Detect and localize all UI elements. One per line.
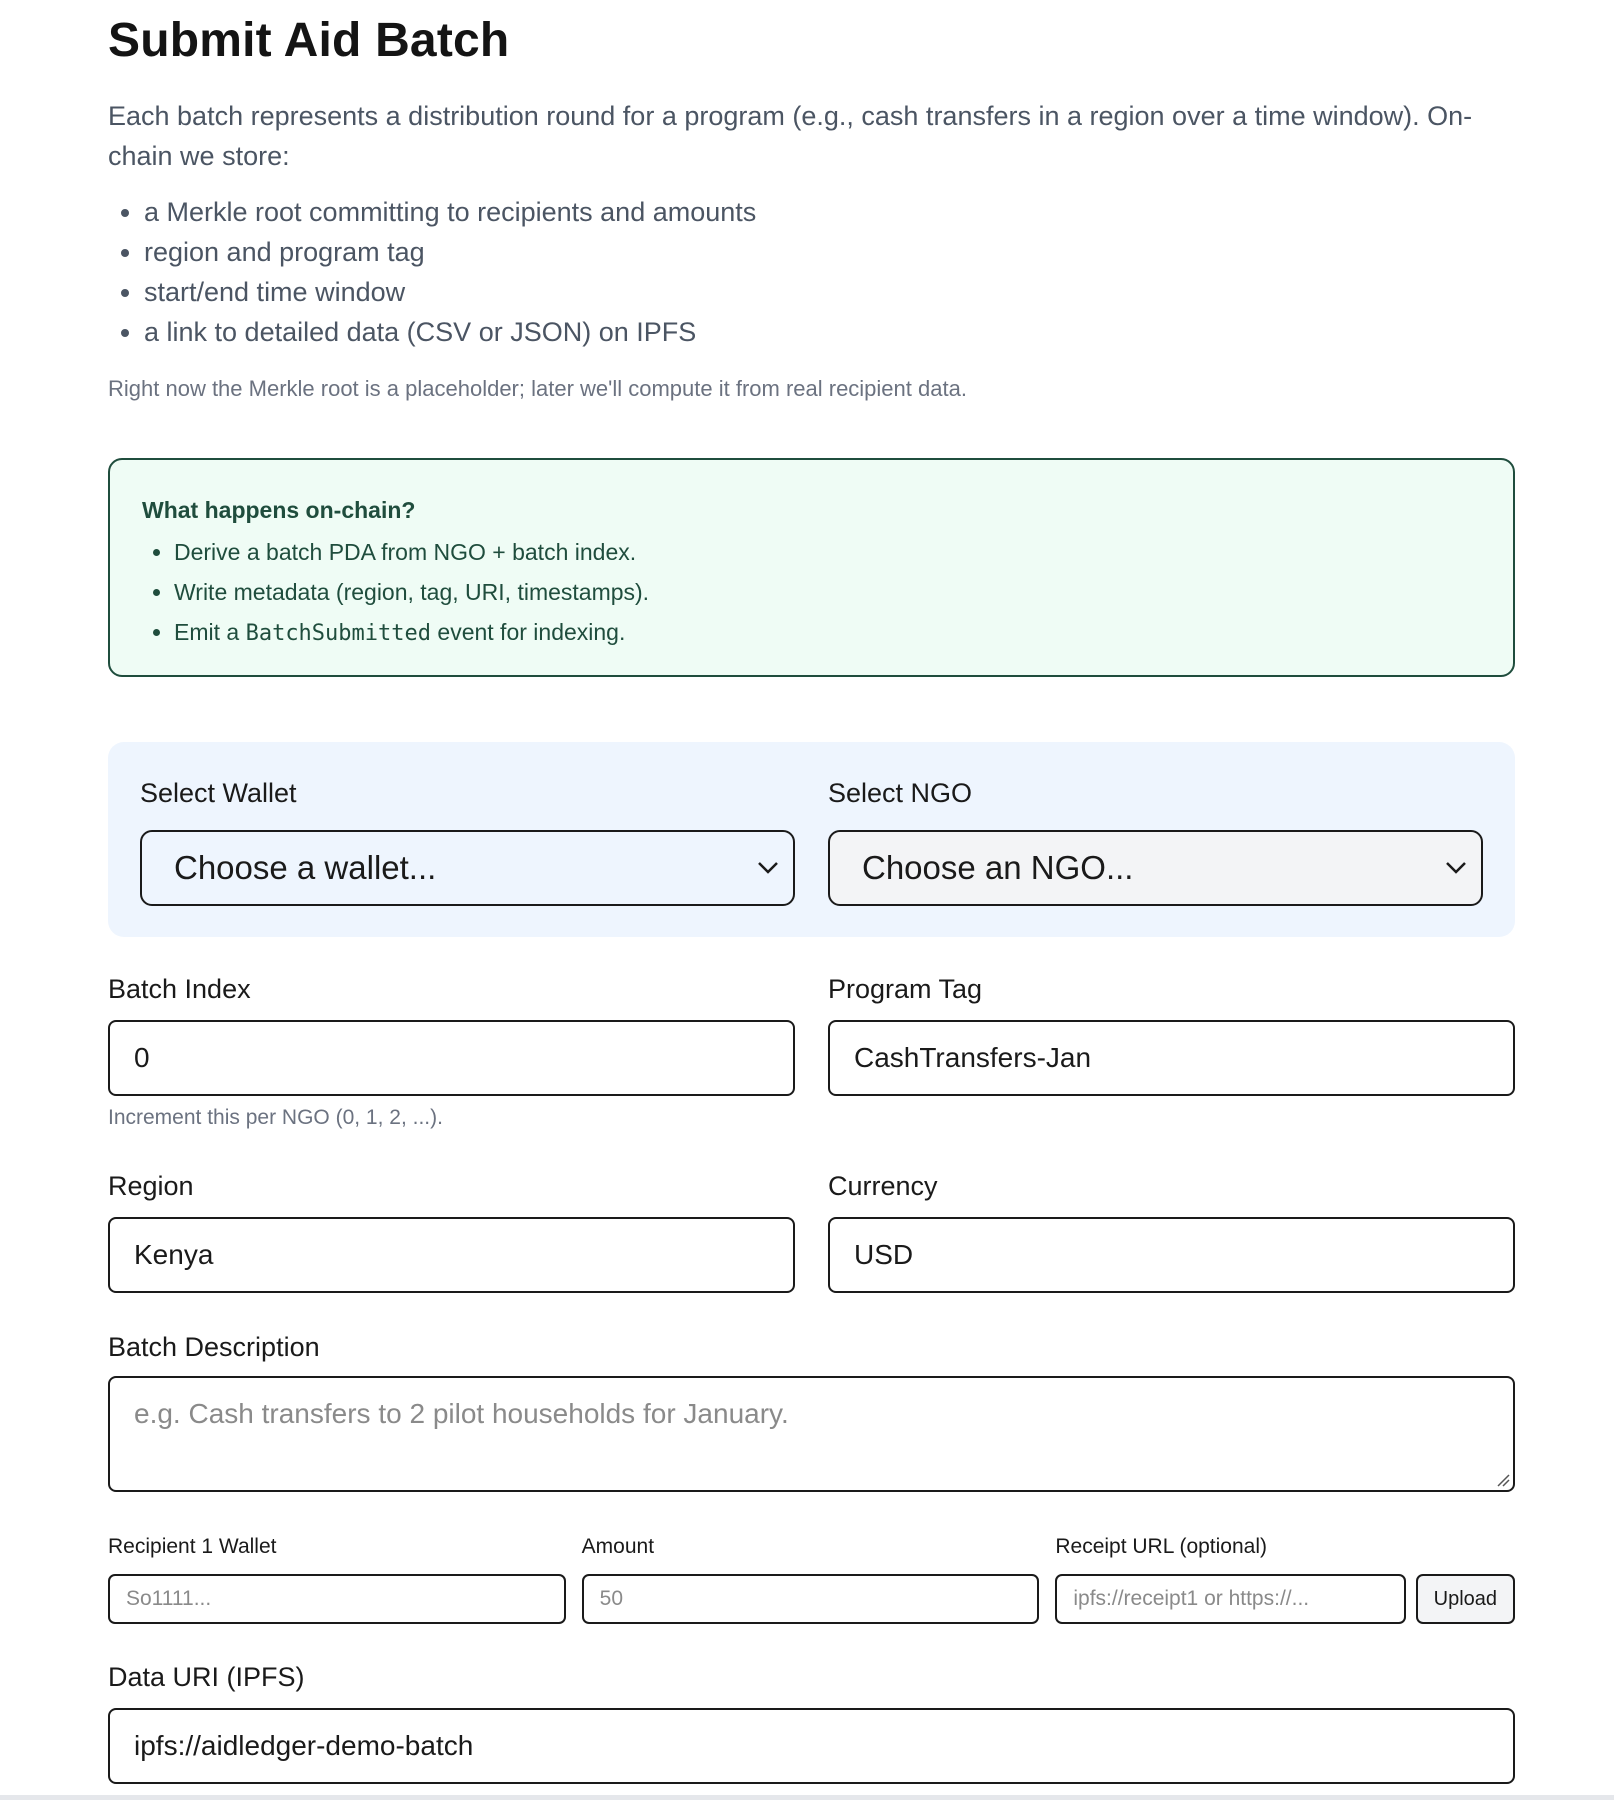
ngo-label: Select NGO: [828, 778, 973, 808]
chevron-down-icon: [757, 861, 779, 875]
list-item: • Write metadata (region, tag, URI, timestamps).: [174, 572, 1481, 612]
receipt-url-controls: [1055, 1562, 1515, 1624]
data-uri-field: [108, 1660, 1515, 1784]
currency-field: [828, 1169, 1515, 1293]
resize-handle-icon[interactable]: [1494, 1471, 1510, 1487]
list-item: • a Merkle root committing to recipients and amounts: [144, 192, 1515, 232]
page-bottom-divider: [0, 1795, 1614, 1800]
upload-button[interactable]: Upload: [1416, 1574, 1515, 1624]
list-item: [174, 612, 1481, 654]
chevron-down-icon: [1445, 861, 1467, 875]
description-placeholder: e.g. Cash transfers to 2 pilot households for January.: [134, 1398, 789, 1429]
region-label: Region: [108, 1171, 194, 1201]
callout-title: What happens on-chain?: [142, 497, 416, 523]
selector-panel: [108, 742, 1515, 937]
data-uri-label: Data URI (IPFS): [108, 1662, 305, 1692]
batch-index-field: [108, 972, 795, 1096]
onchain-info-callout: [108, 458, 1515, 677]
currency-input[interactable]: USD: [828, 1217, 1515, 1293]
region-field: [108, 1169, 795, 1293]
list-item: • a link to detailed data (CSV or JSON) on IPFS: [144, 312, 1515, 352]
receipt-url-field: [1055, 1532, 1515, 1624]
callout-list: [142, 532, 1481, 654]
description-label: Batch Description: [108, 1332, 320, 1362]
description-textarea[interactable]: [108, 1376, 1515, 1492]
amount-input[interactable]: 50: [582, 1574, 1040, 1624]
program-tag-label: Program Tag: [828, 974, 983, 1004]
wallet-select-value: Choose a wallet...: [174, 849, 437, 886]
recipient-wallet-input[interactable]: So1111...: [108, 1574, 566, 1624]
list-item: • Derive a batch PDA from NGO + batch index.: [174, 532, 1481, 572]
ngo-select-value: Choose an NGO...: [862, 849, 1134, 886]
event-name-code: BatchSubmitted: [245, 621, 432, 646]
batch-index-input[interactable]: 0: [108, 1020, 795, 1096]
intro-text: Each batch represents a distribution round for a program (e.g., cash transfers in a region over a time window). On-chain we store:: [108, 101, 1473, 171]
wallet-select[interactable]: [140, 830, 795, 906]
wallet-field: [140, 776, 795, 937]
ngo-field: [828, 776, 1483, 937]
amount-field: [582, 1532, 1040, 1624]
batch-index-hint: Increment this per NGO (0, 1, 2, ...).: [108, 1106, 443, 1129]
data-uri-input[interactable]: ipfs://aidledger-demo-batch: [108, 1708, 1515, 1784]
batch-index-program-row: [108, 972, 1515, 1096]
callout-text: event for indexing.: [431, 619, 626, 645]
program-tag-input[interactable]: CashTransfers-Jan: [828, 1020, 1515, 1096]
amount-label: Amount: [581, 1535, 655, 1558]
ngo-select[interactable]: [828, 830, 1483, 906]
region-input[interactable]: Kenya: [108, 1217, 795, 1293]
receipt-url-label: Receipt URL (optional): [1055, 1535, 1267, 1558]
wallet-label: Select Wallet: [140, 778, 297, 808]
program-tag-field: [828, 972, 1515, 1096]
description-field: [108, 1330, 1515, 1492]
list-item: • start/end time window: [144, 272, 1515, 312]
page-title: Submit Aid Batch: [108, 14, 510, 67]
list-item: • region and program tag: [144, 232, 1515, 272]
onchain-store-list: [108, 192, 1515, 352]
recipient-row: [108, 1532, 1515, 1624]
receipt-url-input[interactable]: ipfs://receipt1 or https://...: [1055, 1574, 1405, 1624]
region-currency-row: [108, 1169, 1515, 1293]
recipient-wallet-label: Recipient 1 Wallet: [108, 1535, 277, 1558]
recipient-wallet-field: [108, 1532, 566, 1624]
merkle-note: Right now the Merkle root is a placeholder; later we'll compute it from real recipient data.: [108, 376, 967, 401]
submit-batch-page: [108, 0, 1515, 1761]
batch-index-label: Batch Index: [108, 974, 251, 1004]
callout-text: Emit a: [174, 619, 246, 645]
currency-label: Currency: [828, 1171, 938, 1201]
